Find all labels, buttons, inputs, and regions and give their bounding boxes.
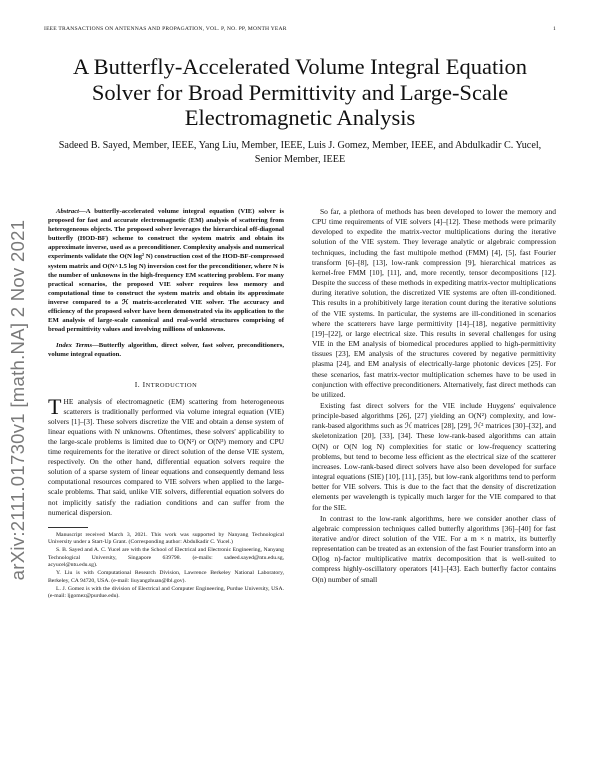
footnotes [48, 532, 284, 601]
running-header [44, 26, 556, 32]
arxiv-id: arXiv:2111.01730v1 [math.NA] 2 Nov 2021 [7, 219, 28, 581]
page-number: 1 [553, 26, 556, 32]
section-title-rest: NTRODUCTION [145, 381, 198, 389]
drop-cap: T [48, 393, 62, 419]
abstract-text: —A butterfly-accelerated volume integral equation (VIE) solver is proposed for fast and accurate electromagnetic (EM) analysis of scattering from heterogeneous objects. The proposed solver leverages the hierarchical off-diagonal butterfly (HOD-BF) scheme to construct the system matrix and obtain its approximate inverse, used as a preconditioner. Complexity analysis and numerical experiments validate the O(N log² N) construction cost of the HOD-BF-compressed system matrix and O(N^1.5 log N) inversion cost for the preconditioner, where N is the number of unknowns in the high-frequency EM scattering problem. For many practical scenarios, the proposed VIE solver requires less memory and computational time to construct the system matrix and obtain its approximate inverse compared to a ℋ matrix-accelerated VIE solver. The accuracy and efficiency of the proposed solver have been demonstrated via its application to the EM analysis of large-scale canonical and real-world structures comprising of broad permittivity values and involving millions of unknowns. [48, 208, 285, 334]
footnote: L. J. Gomez is with the division of Electrical and Computer Engineering, Purdue University, USA. (e-mail: ljgomez@purdue.edu). [48, 585, 284, 600]
abstract [48, 207, 284, 334]
index-terms-label: Index Terms [56, 342, 93, 350]
index-terms [48, 341, 284, 359]
section-number: I. [134, 379, 141, 389]
section-title-initial: I [142, 379, 146, 389]
body-paragraph: So far, a plethora of methods has been developed to lower the memory and CPU time requirements of VIE solvers [4]–[12]. These methods were primarily developed to expedite the matrix-vector multiplications during the iterative solution of the VIE system. They leverage analytic or algebraic compression techniques, including the fast multipole method (FMM) [4], [5], fast Fourier transform [6]–[8], [13], low-rank compression [9], hierarchical matrices as kernel-free FMM [10], [11], and, more recently, tensor decompositions [12]. Despite the success of these methods in expediting matrix-vector multiplications during iterative solution, the discretized VIE systems are often ill-conditioned. This results in a prohibitively large iteration count during the iterative solutions of the VIE systems. In particular, the systems are ill-conditioned in scenarios where the scatterers have large permittivity [14]–[18], negative permittivity [19]–[22], or large electrical size. This results in several challenges for using VIE in the EM analysis of biomedical procedures applied to high-permittivity tissues [23], EM analysis of the structures covered by negative permittivity plasma [24], and EM analysis of electrically-large photonic devices [25]. For these scenarios, fast matrix-vector multiplication schemes have to be used in conjunction with effective preconditioners. Alternatively, fast direct methods can be utilized. [312, 207, 556, 399]
body-paragraph: Existing fast direct solvers for the VIE include Huygens' equivalence principle-based algorithms [26], [27] yielding an O(N²) complexity, and low-rank-based algorithms such as ℋ matrices [28], [29], ℋ² matrices [30]–[32], and skeletonization [20], [33], [34]. These low-rank-based algorithms can attain O(N) or O(N log N) complexities for static or low-frequency scattering problems, but tend to become less efficient as the electrical size of the scatterer increases. Low-rank-based direct solvers have also been developed for surface integral equations (SIE) [10], [11], [35], but low-rank algorithms tend to perform better for VIE solvers. This is due to the fact that the density of discretization elements per wavelength is typically much larger for the VIE compared to that for the SIE. [312, 400, 556, 512]
journal-name: IEEE TRANSACTIONS ON ANTENNAS AND PROPAGATION, VOL. P, NO. PP, MONTH YEAR [44, 26, 287, 32]
arxiv-stamp [3, 200, 33, 600]
intro-paragraph [48, 393, 284, 518]
author-list: Sadeed B. Sayed, Member, IEEE, Yang Liu, Member, IEEE, Luis J. Gomez, Member, IEEE, and Abdulkadir C. Yucel, Senior Member, IEEE [58, 140, 542, 165]
paper-title: A Butterfly-Accelerated Volume Integral Equation Solver for Broad Permittivity and Large-Scale Electromagnetic Analysis [72, 54, 528, 130]
intro-text: HE analysis of electromagnetic (EM) scattering from heterogeneous scatterers is traditionally performed via volume integral equation (VIE) solvers [1]–[3]. These solvers discretize the VIE and obtain a dense system of linear equations with N unknowns. Oftentimes, these solvers' applicability to the large-scale problems is limited due to O(N²) or O(N³) memory and CPU time requirements for the iterative or direct solution of the dense VIE system, respectively. On the other hand, differential equation solvers require the solution of a sparse system of linear equations and consequently demand less computational resources compared to VIE solvers when applied to the large-scale problems. That said, unlike VIE solvers, differential equation solvers do not implicitly satisfy the radiation conditions and can suffer from the numerical dispersion. [48, 396, 284, 517]
section-heading-introduction [48, 380, 284, 391]
footnote: Manuscript received March 3, 2021. This work was supported by Nanyang Technological University under a Start-Up Grant. (Corresponding author: Abdulkadir C. Yucel.) [48, 531, 284, 546]
body-paragraph: In contrast to the low-rank algorithms, here we consider another class of algebraic compression techniques called butterfly algorithms [36]–[40] for fast iterative and/or direct solution of the VIE. For a m × n matrix, its butterfly representation can be treated as an extension of the fast Fourier transform into an O(log n)-factor multiplicative matrix decomposition that is well-suited to compress highly-oscillatory operators [41]–[43]. Each butterfly factor contains O(n) number of small [312, 513, 556, 584]
footnote: S. B. Sayed and A. C. Yucel are with the School of Electrical and Electronic Engineering, Nanyang Technological University, Singapore 639798. (e-mails: sadeed.sayed@ntu.edu.sg, acyucel@ntu.edu.sg). [48, 547, 284, 568]
left-column [48, 207, 284, 601]
index-terms-text: —Butterfly algorithm, direct solver, fast solver, preconditioners, volume integral equation. [48, 342, 284, 359]
right-column [312, 207, 556, 586]
footnote: Y. Liu is with Computational Research Division, Lawrence Berkeley National Laboratory, Berkeley, CA 94720, USA. (e-mail: liuyangzhuan@lbl.gov). [48, 570, 284, 584]
abstract-label: Abstract [56, 208, 80, 215]
footnote-divider [48, 527, 88, 528]
